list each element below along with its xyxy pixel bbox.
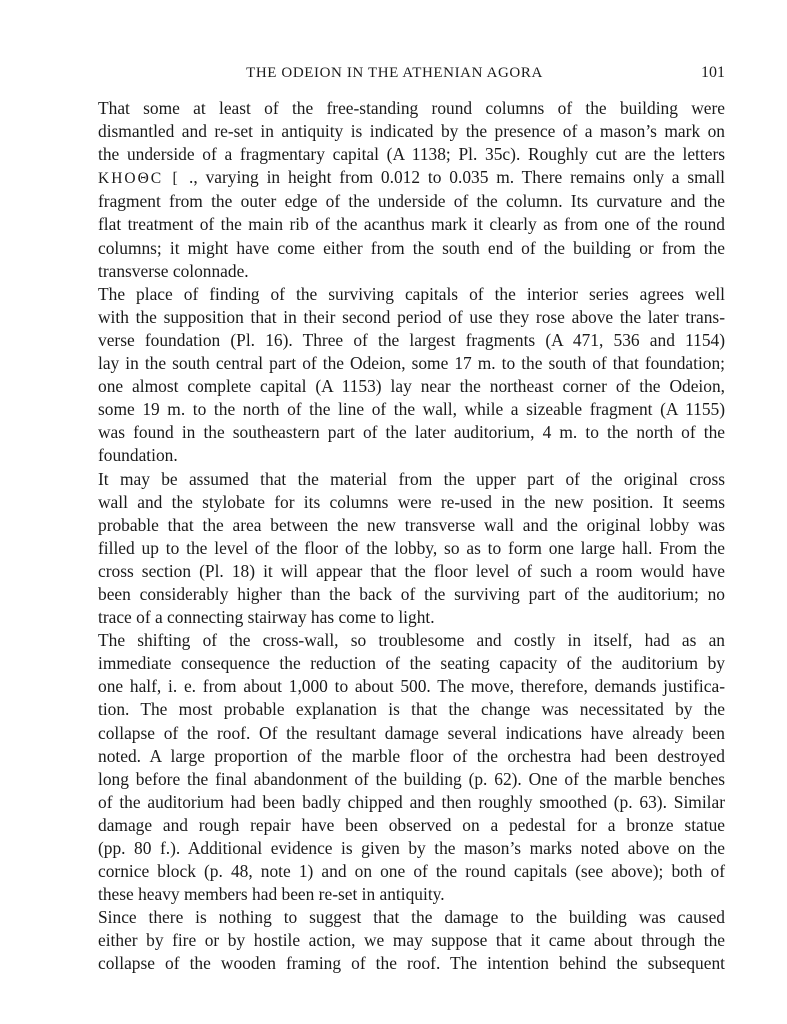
body-text [64, 97, 725, 976]
text-line: noted. A large proportion of the marble floor of the orchestra had been destroyed [98, 745, 725, 766]
text-line: lay in the south central part of the Odeion, some 17 m. to the south of that foundation; [98, 353, 725, 374]
text-line: long before the final abandonment of the building (p. 62). One of the marble benches [98, 768, 725, 789]
text-line: one half, i. e. from about 1,000 to about 500. The move, therefore, demands justifica- [98, 676, 725, 697]
page-number: 101 [701, 64, 725, 81]
page-header [64, 61, 725, 85]
text-line: wall and the stylobate for its columns were re-used in the new position. It seems [98, 491, 725, 512]
text-line: collapse of the wooden framing of the roof. The intention behind the subsequent [98, 953, 725, 974]
text-line: It may be assumed that the material from the upper part of the original cross [98, 468, 725, 489]
text-line: The shifting of the cross-wall, so troublesome and costly in itself, had as an [98, 630, 725, 651]
text-line: cornice block (p. 48, note 1) and on one of the round capitals (see above); both of [98, 861, 725, 882]
text-line: (pp. 80 f.). Additional evidence is given by the mason’s marks noted above on the [98, 838, 725, 858]
paragraph [64, 906, 725, 975]
text-line: was found in the southeastern part of the later auditorium, 4 m. to the north of the [98, 422, 725, 443]
text-line: fragment from the outer edge of the underside of the column. Its curvature and the [98, 191, 725, 212]
text-line: of the auditorium had been badly chipped and then roughly smoothed (p. 63). Similar [98, 791, 725, 812]
text-line: collapse of the roof. Of the resultant damage several indications have already been [98, 722, 725, 743]
text-line: filled up to the level of the floor of the lobby, so as to form one large hall. From the [98, 537, 725, 558]
text-line: tion. The most probable explanation is that the change was necessitated by the [98, 699, 725, 720]
greek-inscription: ΚΗΟΘϹ [ [98, 170, 190, 188]
running-title: THE ODEION IN THE ATHENIAN AGORA [246, 65, 543, 81]
paragraph [64, 97, 725, 283]
text-line: probable that the area between the new transverse wall and the original lobby was [98, 514, 725, 535]
text-line: trace of a connecting stairway has come to light. [98, 607, 435, 628]
text-line: either by fire or by hostile action, we may suppose that it came about through the [98, 930, 725, 951]
text-line: these heavy members had been re-set in antiquity. [98, 884, 445, 905]
text-line: dismantled and re-set in antiquity is indicated by the presence of a mason’s mark on [98, 121, 725, 142]
text-line: That some at least of the free-standing round columns of the building were [98, 98, 725, 118]
paragraph [64, 629, 725, 906]
paragraph [64, 283, 725, 468]
text-line: verse foundation (Pl. 16). Three of the largest fragments (A 471, 536 and 1154) [98, 329, 725, 350]
text-line: with the supposition that in their second period of use they rose above the later trans- [98, 306, 725, 327]
text-line: immediate consequence the reduction of the seating capacity of the auditorium by [98, 653, 725, 674]
text-line: foundation. [98, 445, 178, 466]
text-line [64, 166, 725, 190]
text-line: The place of finding of the surviving capitals of the interior series agrees well [98, 283, 725, 304]
paragraph [64, 468, 725, 630]
text-line: the underside of a fragmentary capital (A 1138; Pl. 35c). Roughly cut are the letters [98, 144, 725, 165]
text-line: some 19 m. to the north of the line of the wall, while a sizeable fragment (A 1155) [98, 399, 725, 420]
text-line: columns; it might have come either from the south end of the building or from the [98, 237, 725, 258]
text-line: cross section (Pl. 18) it will appear that the floor level of such a room would have [98, 560, 725, 581]
text-line: one almost complete capital (A 1153) lay near the northeast corner of the Odeion, [98, 376, 725, 397]
text-line: damage and rough repair have been observed on a pedestal for a bronze statue [98, 814, 725, 835]
text-line: Since there is nothing to suggest that the damage to the building was caused [98, 907, 725, 928]
text-line-rest: ., varying in height from 0.012 to 0.035 m. There remains only a small [189, 167, 725, 188]
text-line: flat treatment of the main rib of the acanthus mark it clearly as from one of the round [98, 214, 725, 235]
text-line: transverse colonnade. [98, 260, 249, 281]
text-line: been considerably higher than the back of the surviving part of the auditorium; no [98, 583, 725, 604]
